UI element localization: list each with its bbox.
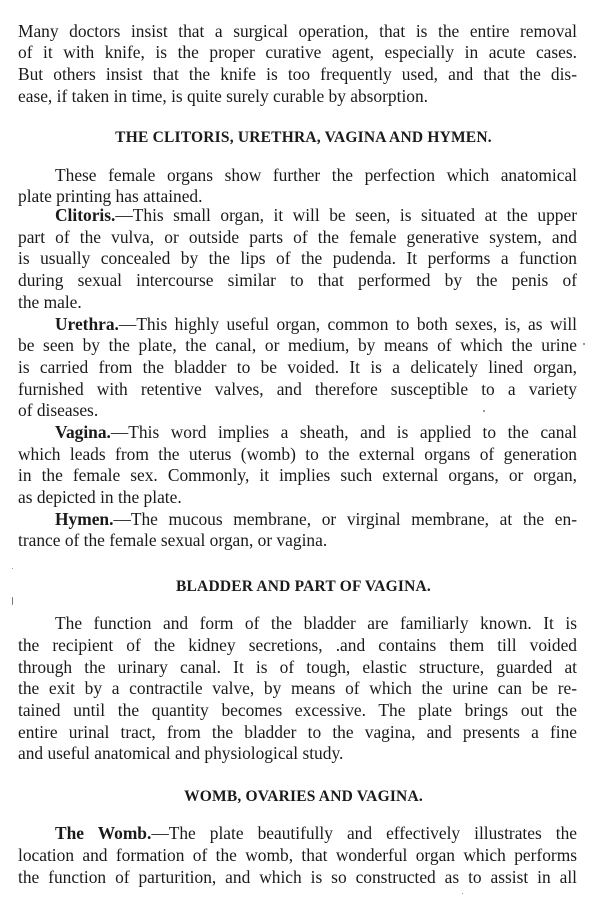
text-line (18, 508, 577, 530)
scan-speck (583, 343, 585, 345)
text-span: —This highly useful organ, common to both sexes, is, as will (118, 314, 577, 334)
text-line (18, 822, 577, 844)
text-line (18, 313, 577, 335)
text-line: plate printing has attained. (18, 186, 203, 206)
text-line: in the female sex. Commonly, it implies such external organs, or organ, (18, 465, 577, 485)
scan-speck (483, 410, 485, 412)
section-heading: WOMB, OVARIES AND VAGINA. (184, 788, 423, 805)
term-womb: The Womb. (55, 823, 152, 843)
term-hymen: Hymen. (55, 509, 114, 529)
text-span: —The mucous membrane, or virginal membrane, at the en- (113, 509, 577, 529)
text-line: of it with knife, is the proper curative agent, especially in acute cases. (18, 42, 577, 62)
text-line (18, 204, 577, 226)
text-line: The function and form of the bladder are familiarly known. It is (55, 613, 577, 633)
term-vagina: Vagina. (55, 422, 111, 442)
text-line: which leads from the uterus (womb) to the external organs of generation (18, 444, 577, 464)
text-line: as depicted in the plate. (18, 487, 182, 507)
text-line: of diseases. (18, 400, 99, 420)
text-line: and useful anatomical and physiological study. (18, 743, 344, 763)
scan-speck (12, 568, 13, 569)
text-line (18, 421, 577, 443)
text-span: —This word implies a sheath, and is applied to the canal (110, 422, 577, 442)
text-line: But others insist that the knife is too frequently used, and that the dis- (18, 64, 577, 84)
text-span: —The plate beautifully and effectively illustrates the (151, 823, 577, 843)
term-urethra: Urethra. (55, 314, 119, 334)
section-heading: BLADDER AND PART OF VAGINA. (175, 578, 432, 595)
text-line: entire urinal tract, from the bladder to the vagina, and presents a fine (18, 722, 577, 742)
text-line: ease, if taken in time, is quite surely curable by absorption. (18, 86, 429, 106)
term-clitoris: Clitoris. (55, 205, 116, 225)
text-line: trance of the female sexual organ, or vagina. (18, 530, 328, 550)
text-line: the function of parturition, and which is so constructed as to assist in all (18, 867, 577, 887)
scan-speck (462, 893, 463, 894)
text-line: Many doctors insist that a surgical operation, that is the entire removal (18, 21, 577, 41)
text-line: is usually concealed by the lips of the pudenda. It performs a function (18, 248, 577, 268)
text-line: through the urinary canal. It is of tough, elastic structure, guarded at (18, 657, 577, 677)
text-span: —This small organ, it will be seen, is situated at the upper (115, 205, 577, 225)
text-line: be seen by the plate, the canal, or medium, by means of which the urine (18, 335, 577, 355)
text-line: during sexual intercourse similar to that performed by the penis of (18, 270, 577, 290)
text-line: tained until the quantity becomes excessive. The plate brings out the (18, 700, 577, 720)
text-line: the exit by a contractile valve, by means of which the urine can be re- (18, 678, 577, 698)
text-line: These female organs show further the perfection which anatomical (55, 165, 577, 185)
text-line: furnished with retentive valves, and therefore susceptible to a variety (18, 379, 577, 399)
text-line: is carried from the bladder to be voided. It is a delicately lined organ, (18, 357, 577, 377)
scan-speck (12, 597, 13, 605)
text-line: the recipient of the kidney secretions, .and contains them till voided (18, 635, 577, 655)
text-line: location and formation of the womb, that wonderful organ which performs (18, 845, 577, 865)
section-heading: THE CLITORIS, URETHRA, VAGINA AND HYMEN. (115, 129, 492, 146)
text-line: the male. (18, 292, 82, 312)
text-line: part of the vulva, or outside parts of the female generative system, and (18, 227, 577, 247)
